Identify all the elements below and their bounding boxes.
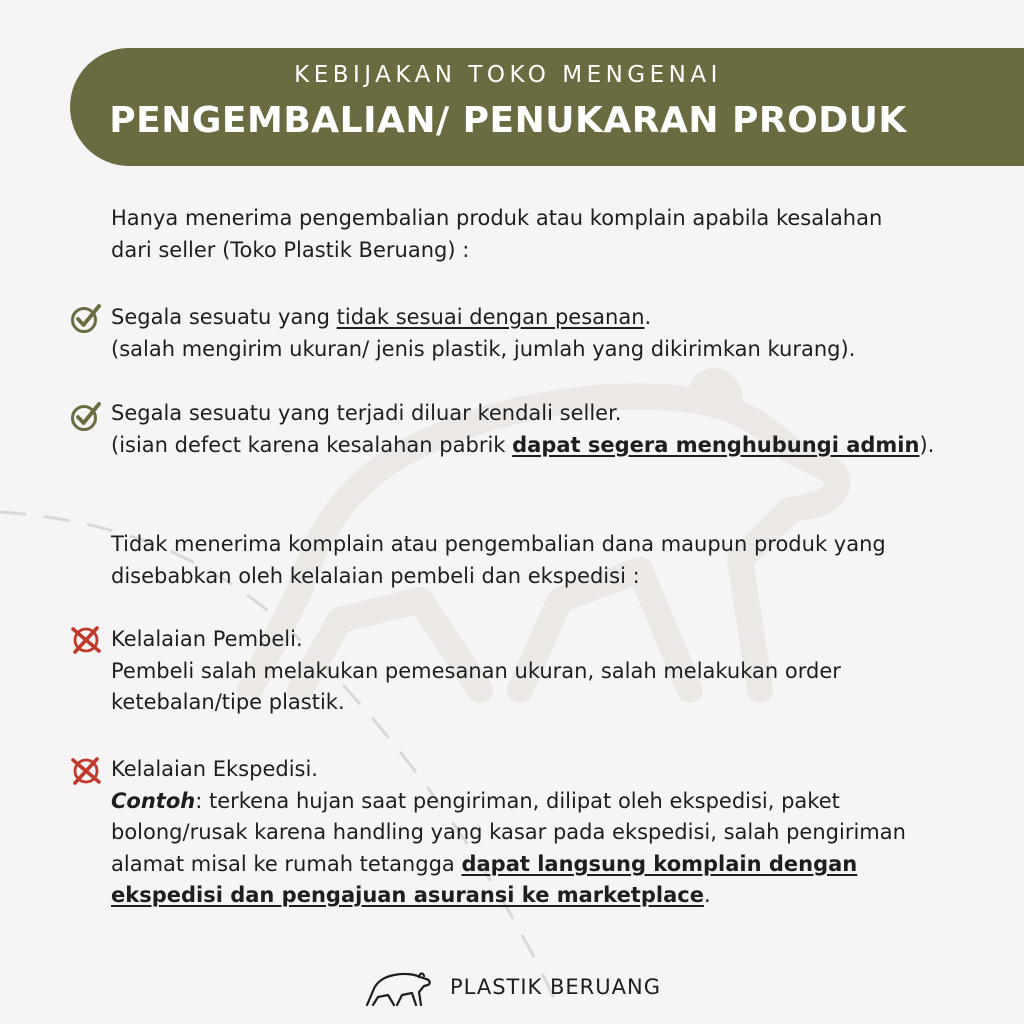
cross-icon (70, 755, 102, 787)
rejected-intro-line-1: Tidak menerima komplain atau pengembalian dana maupun produk yang (111, 532, 886, 556)
check-icon (70, 400, 102, 432)
accepted-item-2-bold-underlined: dapat segera menghubungi admin (512, 432, 920, 457)
rejected-item-1-title: Kelalaian Pembeli. (111, 627, 303, 651)
accepted-item-1-prefix: Segala sesuatu yang (111, 305, 337, 329)
accepted-item-1-underlined: tidak sesuai dengan pesanan (336, 305, 645, 329)
rejected-item-2-line-2-rest: : terkena hujan saat pengiriman, dilipat oleh ekspedisi, paket (195, 788, 840, 813)
rejected-item-2-line-4-prefix: alamat misal ke rumah tetangga (111, 851, 462, 876)
footer-brand: PLASTIK BERUANG (450, 975, 661, 999)
rejected-item-2-line-4 (111, 849, 906, 881)
accepted-item-1-line-2: (salah mengirim ukuran/ jenis plastik, jumlah yang dikirimkan kurang). (111, 336, 856, 361)
rejected-item-2-line-5-bold-underlined: ekspedisi dan pengajuan asuransi ke marketplace (111, 883, 704, 907)
rejected-item-2-title: Kelalaian Ekspedisi. (111, 757, 318, 781)
page-title: PENGEMBALIAN/ PENUKARAN PRODUK (109, 100, 907, 141)
rejected-intro-line-2: disebabkan oleh kelalaian pembeli dan ekspedisi : (111, 563, 640, 588)
header-banner (70, 48, 1024, 166)
header-kicker: KEBIJAKAN TOKO MENGENAI (294, 62, 722, 88)
accepted-item-1 (111, 302, 855, 365)
accepted-intro (111, 203, 882, 266)
accepted-item-2-prefix: (isian defect karena kesalahan pabrik (111, 432, 513, 457)
rejected-item-1-line-2: Pembeli salah melakukan pemesanan ukuran, salah melakukan order (111, 658, 841, 683)
rejected-item-2 (111, 754, 906, 912)
accepted-intro-line-1: Hanya menerima pengembalian produk atau komplain apabila kesalahan (111, 206, 883, 230)
footer (0, 965, 1024, 1013)
bear-logo-icon (364, 967, 434, 1009)
rejected-item-2-line-5-suffix: . (703, 883, 711, 907)
rejected-item-1-line-3: ketebalan/tipe plastik. (111, 690, 345, 714)
rejected-item-1 (111, 624, 841, 719)
accepted-item-2-line-1: Segala sesuatu yang terjadi diluar kendali seller. (111, 401, 622, 425)
rejected-item-2-line-3: bolong/rusak karena handling yang kasar pada ekspedisi, salah pengiriman (111, 820, 906, 844)
rejected-item-2-line-4-bold-underlined: dapat langsung komplain dengan (461, 851, 858, 876)
example-label: Contoh (111, 788, 196, 813)
accepted-intro-line-2: dari seller (Toko Plastik Beruang) : (111, 237, 470, 262)
rejected-item-2-line-5 (111, 880, 906, 912)
rejected-item-2-line-2 (111, 786, 906, 818)
cross-icon (70, 624, 102, 656)
accepted-item-2-line-2 (111, 430, 934, 462)
check-icon (70, 302, 102, 334)
accepted-item-1-line-1 (111, 302, 855, 334)
accepted-item-1-suffix: . (644, 305, 652, 329)
rejected-intro (111, 529, 886, 592)
accepted-item-2 (111, 398, 934, 461)
accepted-item-2-suffix: ). (919, 432, 935, 457)
